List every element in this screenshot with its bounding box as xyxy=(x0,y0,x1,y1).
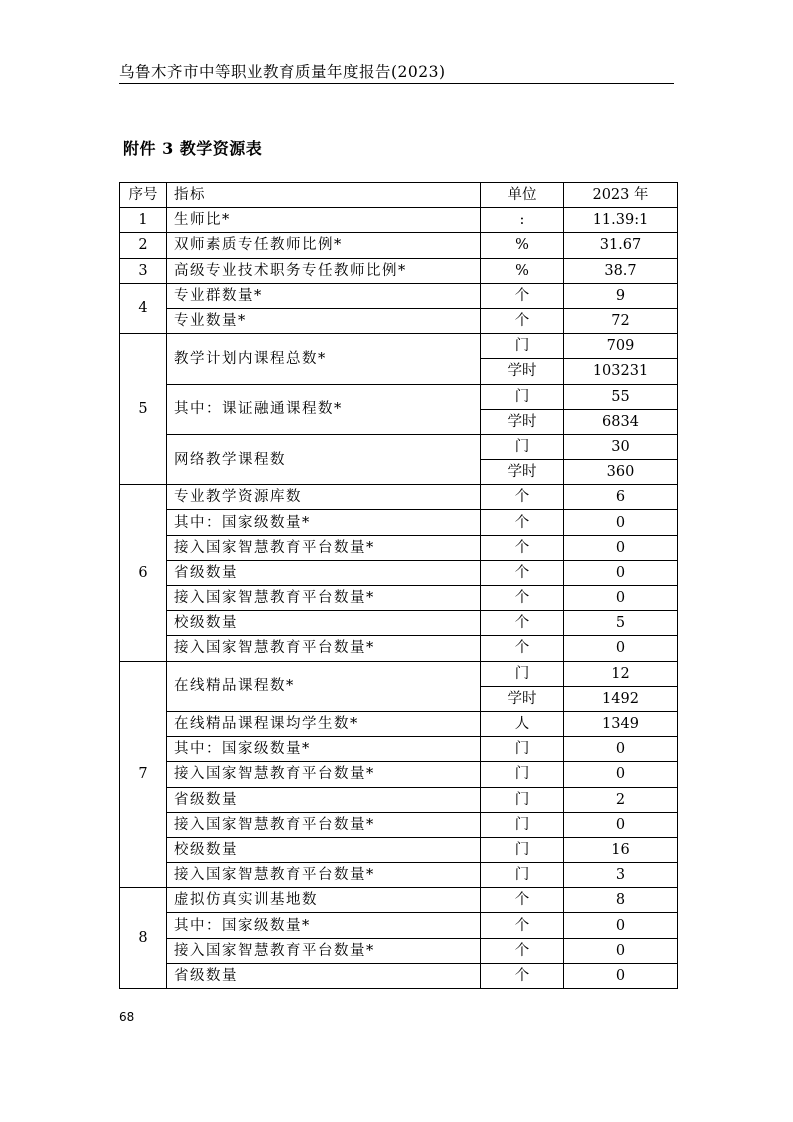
unit-cell: 门 xyxy=(481,334,564,359)
table-row xyxy=(120,233,678,258)
indicator-cell: 接入国家智慧教育平台数量* xyxy=(167,636,481,661)
unit-cell: 门 xyxy=(481,661,564,686)
table-row xyxy=(120,510,678,535)
indicator-cell: 在线精品课程数* xyxy=(167,661,481,711)
row-number: 7 xyxy=(120,661,167,888)
table-row xyxy=(120,611,678,636)
indicator-cell: 其中：国家级数量* xyxy=(167,913,481,938)
unit-cell: 门 xyxy=(481,762,564,787)
unit-cell: 个 xyxy=(481,283,564,308)
section-title: 附件 3 教学资源表 xyxy=(123,139,263,158)
unit-cell: 个 xyxy=(481,611,564,636)
value-cell: 0 xyxy=(564,560,678,585)
indicator-cell: 其中：国家级数量* xyxy=(167,510,481,535)
table-row xyxy=(120,283,678,308)
header-indicator: 指标 xyxy=(167,183,481,208)
unit-cell: 门 xyxy=(481,787,564,812)
header-no: 序号 xyxy=(120,183,167,208)
header-rule xyxy=(119,83,674,84)
unit-cell: 门 xyxy=(481,737,564,762)
indicator-cell: 在线精品课程课均学生数* xyxy=(167,711,481,736)
value-cell: 11.39:1 xyxy=(564,208,678,233)
value-cell: 0 xyxy=(564,586,678,611)
unit-cell: 个 xyxy=(481,535,564,560)
indicator-cell: 接入国家智慧教育平台数量* xyxy=(167,863,481,888)
value-cell: 9 xyxy=(564,283,678,308)
unit-cell: 个 xyxy=(481,485,564,510)
unit-cell: 个 xyxy=(481,560,564,585)
table-row xyxy=(120,762,678,787)
table-row xyxy=(120,334,678,359)
unit-cell: 个 xyxy=(481,586,564,611)
unit-cell: 个 xyxy=(481,938,564,963)
unit-cell: 个 xyxy=(481,308,564,333)
indicator-cell: 校级数量 xyxy=(167,837,481,862)
table-row xyxy=(120,737,678,762)
row-number: 3 xyxy=(120,258,167,283)
table-row xyxy=(120,308,678,333)
value-cell: 38.7 xyxy=(564,258,678,283)
value-cell: 72 xyxy=(564,308,678,333)
unit-cell: 学时 xyxy=(481,460,564,485)
unit-cell: 门 xyxy=(481,434,564,459)
table-row xyxy=(120,208,678,233)
table-row xyxy=(120,661,678,686)
indicator-cell: 双师素质专任教师比例* xyxy=(167,233,481,258)
unit-cell: 门 xyxy=(481,837,564,862)
table-row xyxy=(120,636,678,661)
unit-cell: 个 xyxy=(481,510,564,535)
indicator-cell: 省级数量 xyxy=(167,963,481,988)
header-unit: 单位 xyxy=(481,183,564,208)
table-row xyxy=(120,787,678,812)
value-cell: 16 xyxy=(564,837,678,862)
value-cell: 55 xyxy=(564,384,678,409)
value-cell: 0 xyxy=(564,762,678,787)
table-row xyxy=(120,384,678,409)
value-cell: 0 xyxy=(564,812,678,837)
unit-cell: % xyxy=(481,258,564,283)
value-cell: 0 xyxy=(564,938,678,963)
value-cell: 6 xyxy=(564,485,678,510)
value-cell: 12 xyxy=(564,661,678,686)
page-number: 68 xyxy=(119,1010,135,1024)
indicator-cell: 校级数量 xyxy=(167,611,481,636)
table-row xyxy=(120,888,678,913)
unit-cell: 个 xyxy=(481,963,564,988)
table-row xyxy=(120,863,678,888)
header-year: 2023 年 xyxy=(564,183,678,208)
teaching-resources-table xyxy=(119,182,678,989)
value-cell: 709 xyxy=(564,334,678,359)
row-number: 6 xyxy=(120,485,167,661)
unit-cell: 人 xyxy=(481,711,564,736)
indicator-cell: 省级数量 xyxy=(167,787,481,812)
indicator-cell: 其中：课证融通课程数* xyxy=(167,384,481,434)
indicator-cell: 其中：国家级数量* xyxy=(167,737,481,762)
row-number: 5 xyxy=(120,334,167,485)
table-row xyxy=(120,258,678,283)
indicator-cell: 网络教学课程数 xyxy=(167,434,481,484)
value-cell: 3 xyxy=(564,863,678,888)
unit-cell: % xyxy=(481,233,564,258)
value-cell: 8 xyxy=(564,888,678,913)
value-cell: 103231 xyxy=(564,359,678,384)
table-row xyxy=(120,711,678,736)
indicator-cell: 专业群数量* xyxy=(167,283,481,308)
indicator-cell: 教学计划内课程总数* xyxy=(167,334,481,384)
indicator-cell: 专业数量* xyxy=(167,308,481,333)
unit-cell: 个 xyxy=(481,888,564,913)
row-number: 4 xyxy=(120,283,167,333)
value-cell: 0 xyxy=(564,913,678,938)
table-row xyxy=(120,913,678,938)
table-row xyxy=(120,560,678,585)
row-number: 2 xyxy=(120,233,167,258)
value-cell: 0 xyxy=(564,510,678,535)
value-cell: 0 xyxy=(564,963,678,988)
unit-cell: 门 xyxy=(481,812,564,837)
indicator-cell: 专业教学资源库数 xyxy=(167,485,481,510)
table-row xyxy=(120,586,678,611)
indicator-cell: 生师比* xyxy=(167,208,481,233)
value-cell: 1492 xyxy=(564,686,678,711)
value-cell: 1349 xyxy=(564,711,678,736)
table-row xyxy=(120,837,678,862)
value-cell: 31.67 xyxy=(564,233,678,258)
unit-cell: 学时 xyxy=(481,359,564,384)
table-row xyxy=(120,938,678,963)
value-cell: 0 xyxy=(564,737,678,762)
unit-cell: 学时 xyxy=(481,409,564,434)
row-number: 1 xyxy=(120,208,167,233)
value-cell: 2 xyxy=(564,787,678,812)
table-row xyxy=(120,485,678,510)
indicator-cell: 接入国家智慧教育平台数量* xyxy=(167,535,481,560)
unit-cell: 学时 xyxy=(481,686,564,711)
indicator-cell: 接入国家智慧教育平台数量* xyxy=(167,762,481,787)
unit-cell: 个 xyxy=(481,913,564,938)
value-cell: 0 xyxy=(564,636,678,661)
table-body xyxy=(120,208,678,989)
unit-cell: 个 xyxy=(481,636,564,661)
unit-cell: : xyxy=(481,208,564,233)
value-cell: 6834 xyxy=(564,409,678,434)
unit-cell: 门 xyxy=(481,384,564,409)
value-cell: 360 xyxy=(564,460,678,485)
indicator-cell: 接入国家智慧教育平台数量* xyxy=(167,812,481,837)
running-header: 乌鲁木齐市中等职业教育质量年度报告(2023) xyxy=(119,63,446,81)
table-header-row xyxy=(120,183,678,208)
table-row xyxy=(120,434,678,459)
unit-cell: 门 xyxy=(481,863,564,888)
indicator-cell: 虚拟仿真实训基地数 xyxy=(167,888,481,913)
row-number: 8 xyxy=(120,888,167,989)
value-cell: 5 xyxy=(564,611,678,636)
table-row xyxy=(120,963,678,988)
table-row xyxy=(120,535,678,560)
value-cell: 30 xyxy=(564,434,678,459)
value-cell: 0 xyxy=(564,535,678,560)
table-row xyxy=(120,812,678,837)
indicator-cell: 接入国家智慧教育平台数量* xyxy=(167,938,481,963)
indicator-cell: 接入国家智慧教育平台数量* xyxy=(167,586,481,611)
indicator-cell: 省级数量 xyxy=(167,560,481,585)
indicator-cell: 高级专业技术职务专任教师比例* xyxy=(167,258,481,283)
